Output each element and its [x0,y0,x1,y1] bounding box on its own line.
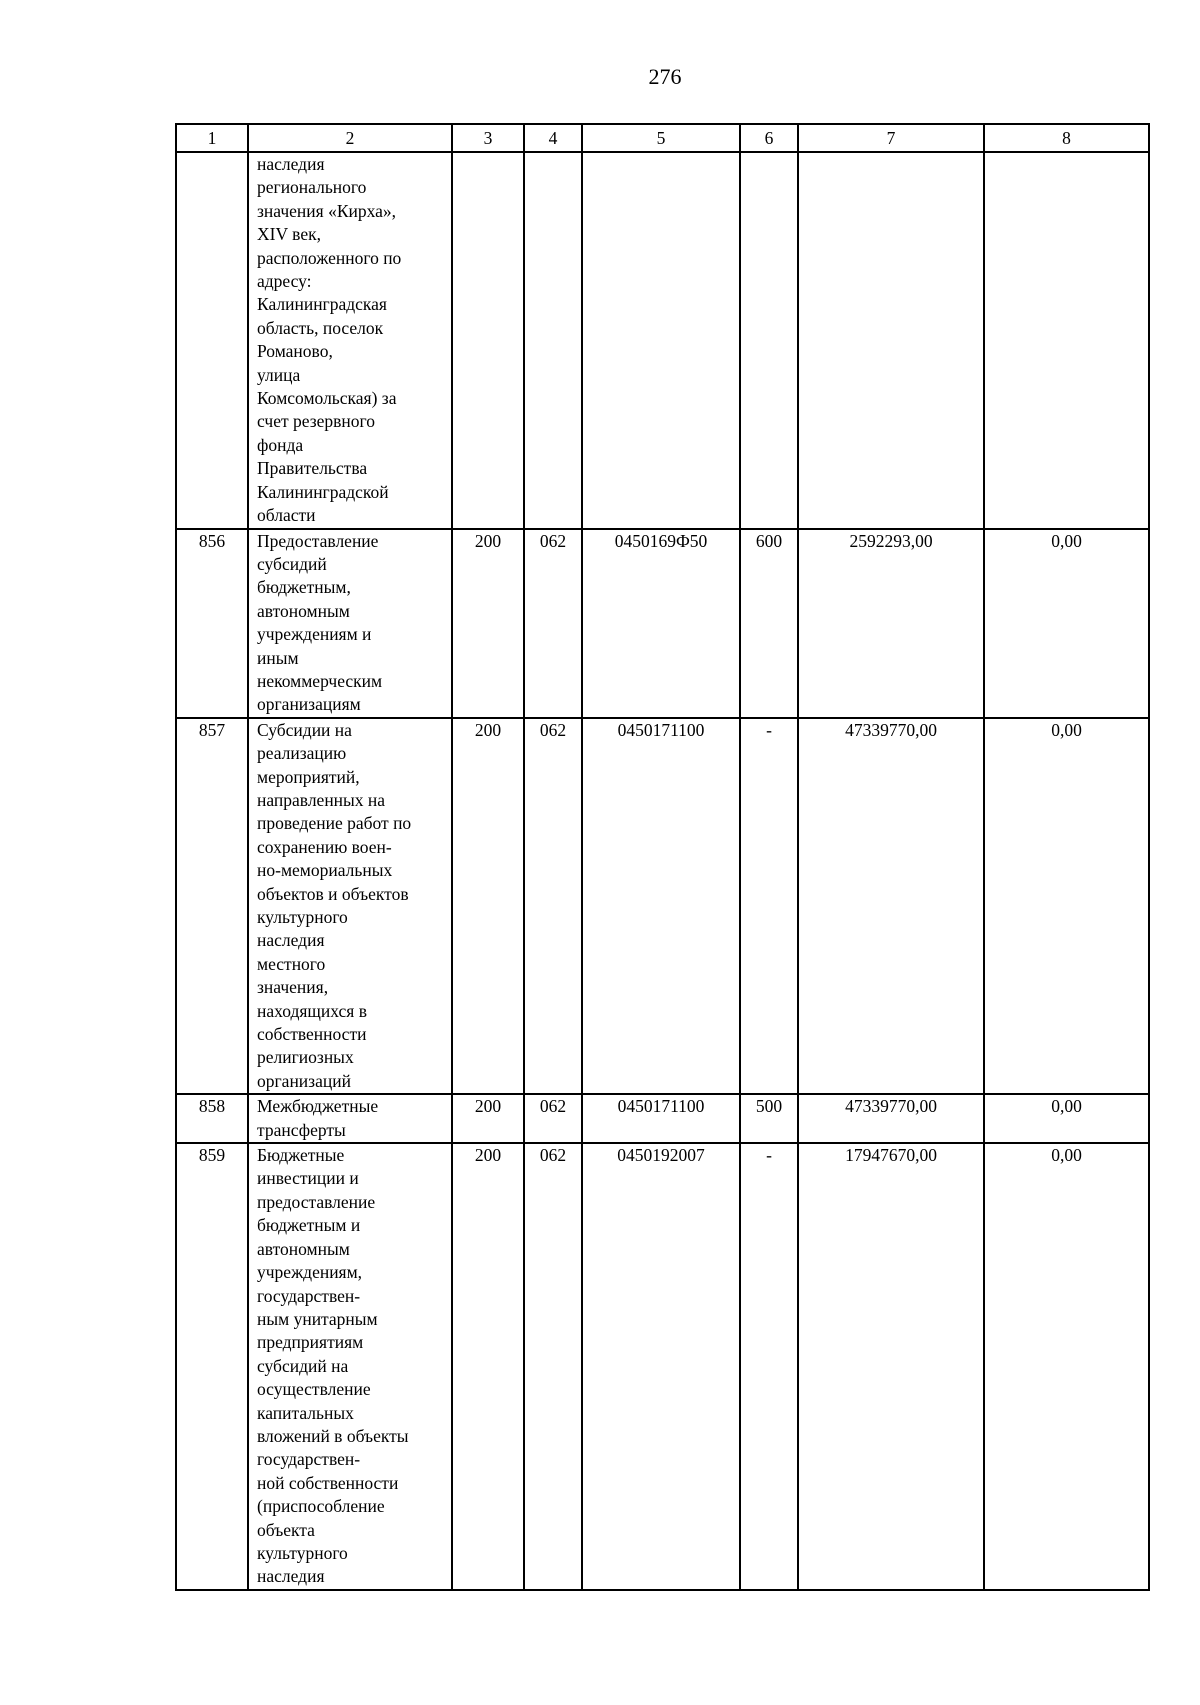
cell-col7 [798,152,984,529]
header-cell: 5 [582,124,740,152]
cell-col4: 062 [524,529,582,718]
cell-col3 [452,152,524,529]
header-cell: 4 [524,124,582,152]
cell-col5: 0450171100 [582,1094,740,1143]
row-number [176,152,248,529]
row-number: 857 [176,718,248,1095]
row-number: 856 [176,529,248,718]
cell-col3: 200 [452,529,524,718]
table-row [176,1094,1149,1143]
header-cell: 7 [798,124,984,152]
cell-col3: 200 [452,718,524,1095]
cell-col4: 062 [524,1094,582,1143]
row-description: Предоставление субсидий бюджетным, автономным учреждениям и иным некоммерческим организациям [248,529,452,718]
table-row [176,718,1149,1095]
row-description: Бюджетные инвестиции и предоставление бюджетным и автономным учреждениям, государствен- ным унитарным предприятиям субсидий на осуществление капитальных вложений в объекты государствен- ной собственности (приспособление объекта культурного наследия [248,1143,452,1590]
header-row [176,124,1149,152]
cell-col8: 0,00 [984,718,1149,1095]
row-number: 858 [176,1094,248,1143]
cell-col8: 0,00 [984,1143,1149,1590]
cell-col8: 0,00 [984,529,1149,718]
header-cell: 3 [452,124,524,152]
cell-col6 [740,152,798,529]
page-number: 276 [648,64,682,89]
cell-col7: 17947670,00 [798,1143,984,1590]
cell-col4 [524,152,582,529]
table-row [176,1143,1149,1590]
cell-col7: 2592293,00 [798,529,984,718]
table-row [176,529,1149,718]
row-description: наследия регионального значения «Кирха», XIV век, расположенного по адресу: Калининградская область, поселок Романово, улица Комсомольская) за счет резервного фонда Правительства Калининградской области [248,152,452,529]
cell-col4: 062 [524,1143,582,1590]
cell-col5 [582,152,740,529]
header-cell: 8 [984,124,1149,152]
row-description: Субсидии на реализацию мероприятий, направленных на проведение работ по сохранению воен- но-мемориальных объектов и объектов культурного наследия местного значения, находящихся в собственности религиозных организаций [248,718,452,1095]
cell-col6: 500 [740,1094,798,1143]
cell-col5: 0450192007 [582,1143,740,1590]
cell-col6: 600 [740,529,798,718]
cell-col3: 200 [452,1143,524,1590]
cell-col7: 47339770,00 [798,718,984,1095]
header-cell: 2 [248,124,452,152]
row-description: Межбюджетные трансферты [248,1094,452,1143]
header-cell: 6 [740,124,798,152]
row-number: 859 [176,1143,248,1590]
cell-col8: 0,00 [984,1094,1149,1143]
header-cell: 1 [176,124,248,152]
cell-col8 [984,152,1149,529]
cell-col5: 0450169Ф50 [582,529,740,718]
cell-col7: 47339770,00 [798,1094,984,1143]
cell-col6: - [740,1143,798,1590]
cell-col3: 200 [452,1094,524,1143]
cell-col6: - [740,718,798,1095]
cell-col4: 062 [524,718,582,1095]
cell-col5: 0450171100 [582,718,740,1095]
budget-table [175,123,1150,1591]
table-row [176,152,1149,529]
